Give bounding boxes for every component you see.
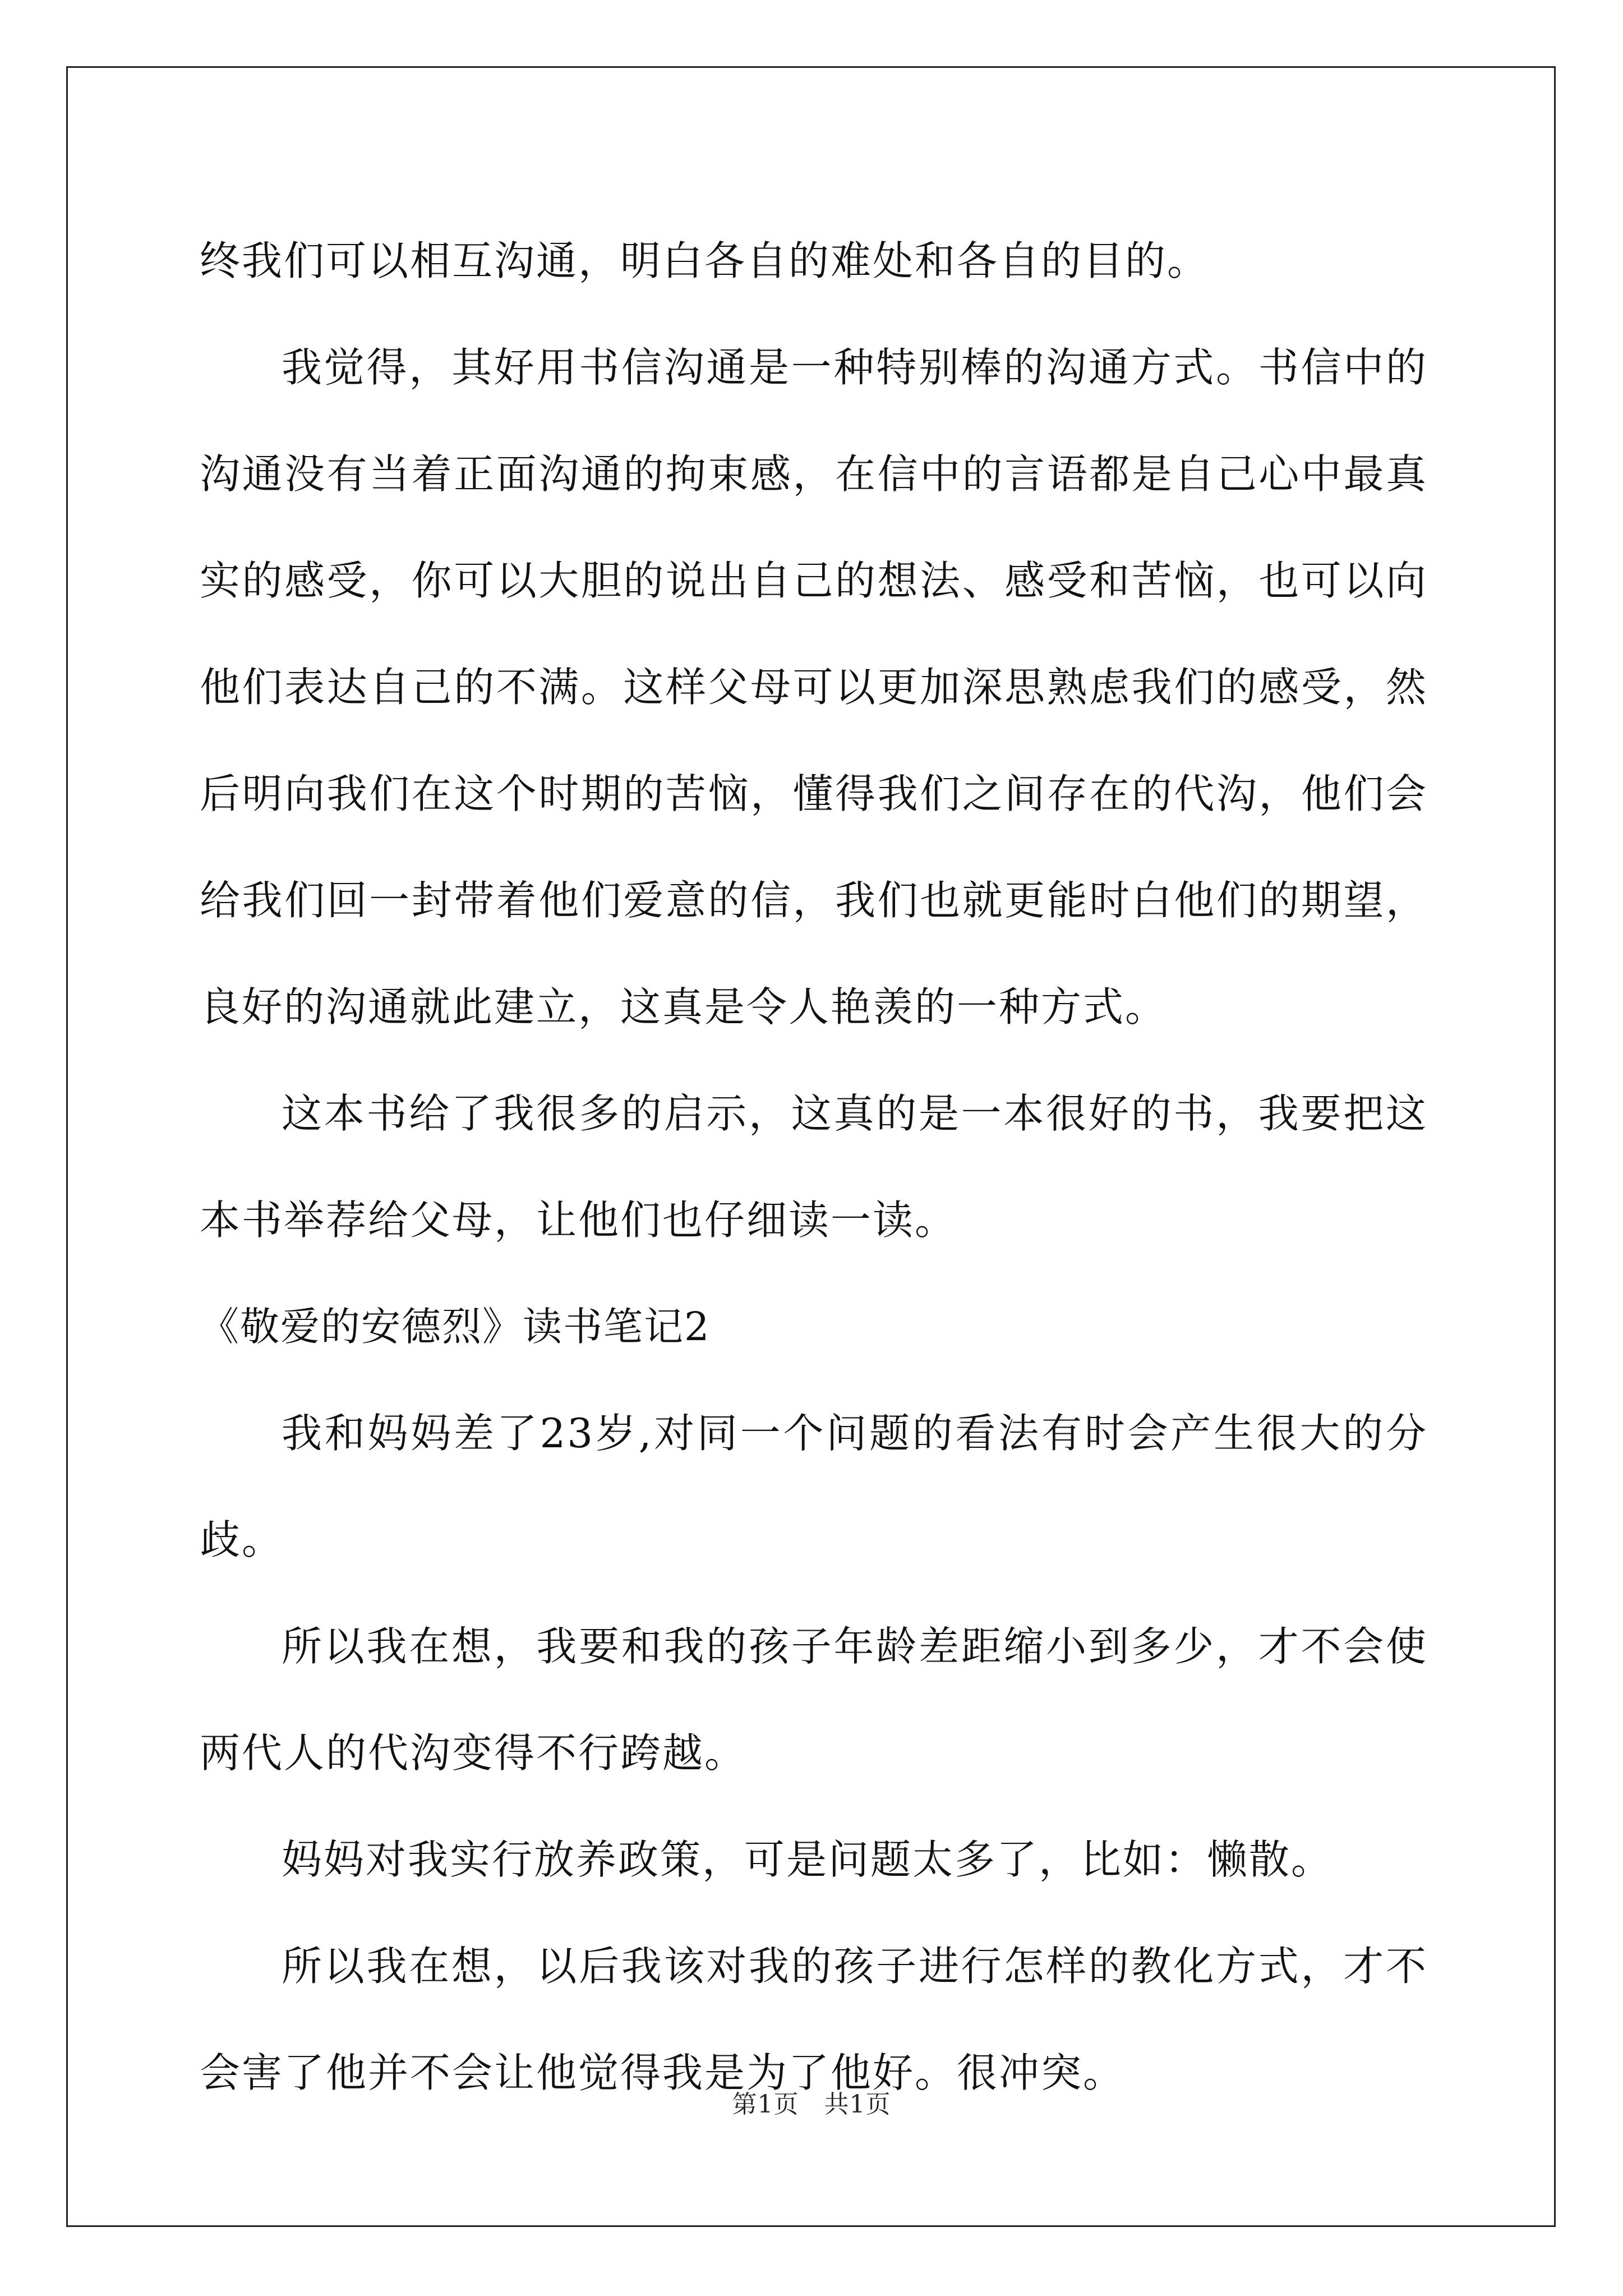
paragraph-4: 我和妈妈差了23岁,对同一个问题的看法有时会产生很大的分歧。 bbox=[200, 1410, 1428, 1563]
paragraph-2: 我觉得，其好用书信沟通是一种特别棒的沟通方式。书信中的沟通没有当着正面沟通的拘束感，在信中的言语都是自己心中最真实的感受，你可以大胆的说出自己的想法、感受和苦恼，也可以向他们表达自己的不满。这样父母可以更加深思熟虑我们的感受，然后明向我们在这个时期的苦恼，懂得我们之间存在的代沟，他们会给我们回一封带着他们爱意的信，我们也就更能时白他们的期望，良好的沟通就此建立，这真是令人艳羡的一种方式。 bbox=[200, 344, 1428, 1030]
section-heading: 《敬爱的安德烈》读书笔记2 bbox=[200, 1304, 711, 1350]
page-footer: 第1页 共1页 bbox=[732, 2090, 891, 2119]
paragraph-5: 所以我在想，我要和我的孩子年龄差距缩小到多少，才不会使两代人的代沟变得不行跨越。 bbox=[200, 1623, 1428, 1777]
paragraph-6: 妈妈对我实行放养政策，可是问题太多了，比如：懒散。 bbox=[282, 1836, 1334, 1883]
document-body bbox=[200, 208, 1428, 2126]
paragraph-1: 终我们可以相互沟通，明白各自的难处和各自的目的。 bbox=[200, 237, 1210, 284]
paragraph-3: 这本书给了我很多的启示，这真的是一本很好的书，我要把这本书举荐给父母，让他们也仔细读一读。 bbox=[200, 1090, 1428, 1244]
paragraph-7: 所以我在想，以后我该对我的孩子进行怎样的教化方式，才不会害了他并不会让他觉得我是为了他好。很冲突。 bbox=[200, 1943, 1428, 2096]
